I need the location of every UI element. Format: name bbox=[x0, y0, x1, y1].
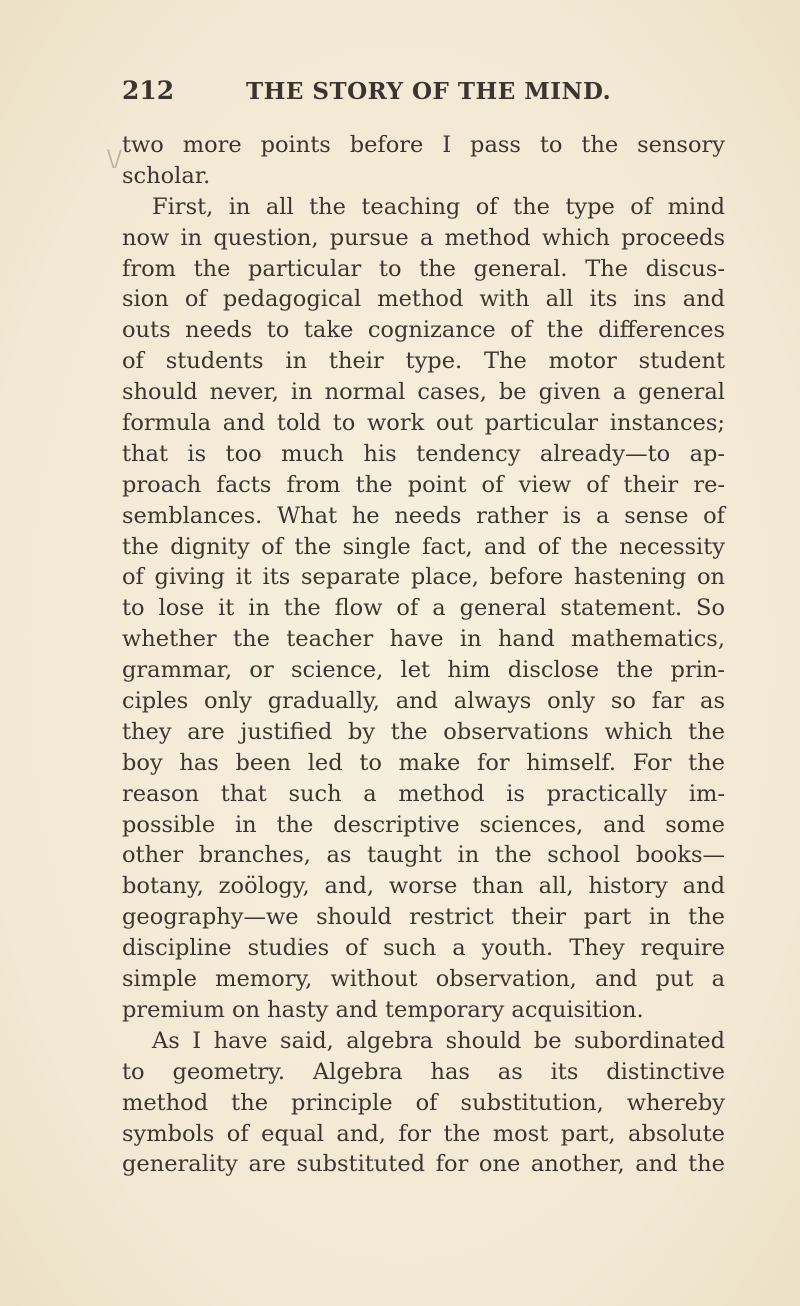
text-line: formula and told to work out particular instances; bbox=[122, 410, 725, 437]
text-line: geography—we should restrict their part in the bbox=[122, 904, 725, 931]
text-line: As I have said, algebra should be subordinated bbox=[152, 1027, 725, 1054]
text-line: to lose it in the flow of a general statement. So bbox=[122, 595, 725, 622]
text-line: botany, zoölogy, and, worse than all, history and bbox=[122, 873, 725, 900]
text-line: proach facts from the point of view of their re- bbox=[122, 471, 725, 498]
text-line: scholar. bbox=[122, 162, 211, 189]
text-line: that is too much his tendency already—to ap- bbox=[122, 440, 725, 467]
text-line: of students in their type. The motor student bbox=[122, 348, 725, 375]
page-body-text bbox=[122, 130, 725, 1180]
text-line: of giving it its separate place, before hastening on bbox=[122, 564, 725, 591]
text-line: discipline studies of such a youth. They require bbox=[122, 935, 725, 962]
text-line: sion of pedagogical method with all its ins and bbox=[122, 286, 725, 313]
text-line: to geometry. Algebra has as its distinctive bbox=[122, 1058, 725, 1085]
text-line: simple memory, without observation, and put a bbox=[122, 966, 725, 993]
text-line: ciples only gradually, and always only so far as bbox=[122, 688, 725, 715]
page-number: 212 bbox=[122, 76, 175, 105]
pencil-mark-icon: \/ bbox=[107, 147, 122, 172]
text-line: should never, in normal cases, be given a general bbox=[122, 379, 725, 406]
text-line: whether the teacher have in hand mathematics, bbox=[122, 626, 725, 653]
text-line: First, in all the teaching of the type of mind bbox=[152, 193, 725, 220]
text-line: from the particular to the general. The discus- bbox=[122, 255, 725, 282]
text-line: boy has been led to make for himself. For the bbox=[122, 749, 725, 776]
text-line: possible in the descriptive sciences, and some bbox=[122, 811, 725, 838]
text-line: method the principle of substitution, whereby bbox=[122, 1089, 725, 1116]
text-line: premium on hasty and temporary acquisition. bbox=[122, 996, 644, 1023]
text-line: now in question, pursue a method which proceeds bbox=[122, 224, 725, 251]
text-line: symbols of equal and, for the most part, absolute bbox=[122, 1120, 725, 1147]
text-line: two more points before I pass to the sensory bbox=[122, 132, 725, 158]
text-line: they are justified by the observations which the bbox=[122, 718, 725, 745]
text-line: reason that such a method is practically im- bbox=[122, 780, 725, 807]
running-title: THE STORY OF THE MIND. bbox=[246, 78, 612, 105]
text-line: grammar, or science, let him disclose the prin- bbox=[122, 657, 725, 684]
text-line: outs needs to take cognizance of the differences bbox=[122, 317, 725, 344]
text-line: other branches, as taught in the school books— bbox=[122, 842, 725, 869]
page-header bbox=[122, 76, 725, 110]
text-line: generality are substituted for one another, and the bbox=[122, 1151, 725, 1178]
text-line: semblances. What he needs rather is a sense of bbox=[122, 502, 725, 529]
text-line: the dignity of the single fact, and of the necessity bbox=[122, 533, 725, 560]
